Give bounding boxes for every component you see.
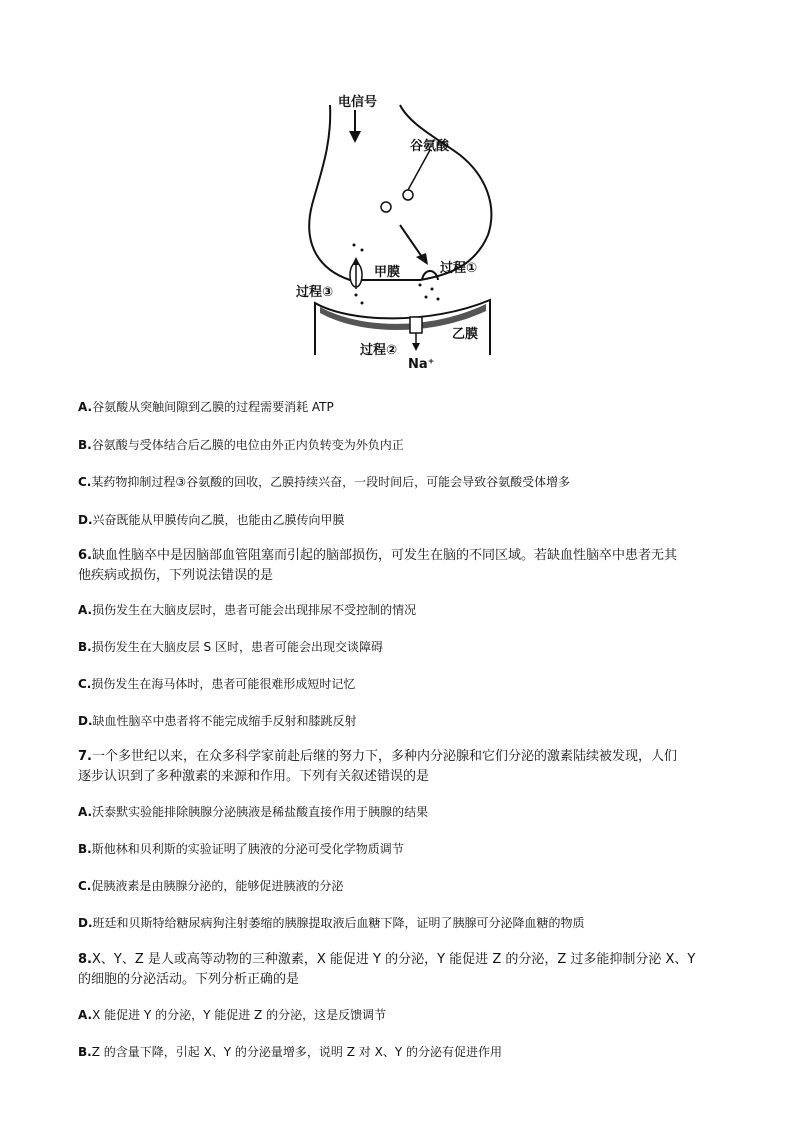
q7-option-c: C.促胰液素是由胰腺分泌的，能够促进胰液的分泌 <box>78 879 344 893</box>
q5-option-b: B.谷氨酸与受体结合后乙膜的电位由外正内负转变为外负内正 <box>78 438 404 452</box>
q8-option-b: B.Z 的含量下降，引起 X、Y 的分泌量增多，说明 Z 对 X、Y 的分泌有促进作用 <box>78 1045 502 1059</box>
q6-stem: 6.缺血性脑卒中是因脑部血管阻塞而引起的脑部损伤，可发生在脑的不同区域。若缺血性脑卒中患者无其 他疾病或损伤，下列说法错误的是 <box>78 548 677 583</box>
q8-option-a: A.X 能促进 Y 的分泌，Y 能促进 Z 的分泌，这是反馈调节 <box>78 1008 387 1022</box>
q5-option-a: A.谷氨酸从突触间隙到乙膜的过程需要消耗 ATP <box>78 400 334 414</box>
q6-option-b: B.损伤发生在大脑皮层 S 区时，患者可能会出现交谈障碍 <box>78 640 383 654</box>
synapse-diagram <box>290 85 520 380</box>
q7-stem: 7.一个多世纪以来，在众多科学家前赴后继的努力下，多种内分泌腺和它们分泌的激素陆续被发现，人们 逐步认识到了多种激素的来源和作用。下列有关叙述错误的是 <box>78 749 677 784</box>
q5-option-c: C.某药物抑制过程③谷氨酸的回收，乙膜持续兴奋，一段时间后，可能会导致谷氨酸受体增多 <box>78 475 571 489</box>
q7-option-b: B.斯他林和贝利斯的实验证明了胰液的分泌可受化学物质调节 <box>78 842 404 856</box>
q5-option-d: D.兴奋既能从甲膜传向乙膜，也能由乙膜传向甲膜 <box>78 513 345 527</box>
synapse-figure <box>290 85 520 380</box>
q8-stem: 8.X、Y、Z 是人或高等动物的三种激素，X 能促进 Y 的分泌，Y 能促进 Z 的分泌，Z 过多能抑制分泌 X、Y 的细胞的分泌活动。下列分析正确的是 <box>78 952 696 987</box>
glutamate-label: 谷氨酸 <box>410 139 450 154</box>
membrane-a-label: 甲膜 <box>374 265 401 280</box>
vesicle <box>403 190 413 200</box>
q6-option-a: A.损伤发生在大脑皮层时，患者可能会出现排尿不受控制的情况 <box>78 603 417 617</box>
process3-label: 过程③ <box>296 285 334 300</box>
q6-option-c: C.损伤发生在海马体时，患者可能很难形成短时记忆 <box>78 677 356 691</box>
presynaptic-outline <box>309 105 491 280</box>
q7-option-d: D.班廷和贝斯特给糖尿病狗注射萎缩的胰腺提取液后血糖下降，证明了胰腺可分泌降血糖的物质 <box>78 916 585 930</box>
sodium-label: Na⁺ <box>408 357 435 372</box>
membrane-b-label: 乙膜 <box>452 327 479 342</box>
q7-option-a: A.沃泰默实验能排除胰腺分泌胰液是稀盐酸直接作用于胰腺的结果 <box>78 805 429 819</box>
vesicle <box>381 202 391 212</box>
process2-label: 过程② <box>360 343 398 358</box>
q6-option-d: D.缺血性脑卒中患者将不能完成缩手反射和膝跳反射 <box>78 714 357 728</box>
process1-label: 过程① <box>440 261 478 276</box>
electric-signal-label: 电信号 <box>338 95 378 110</box>
